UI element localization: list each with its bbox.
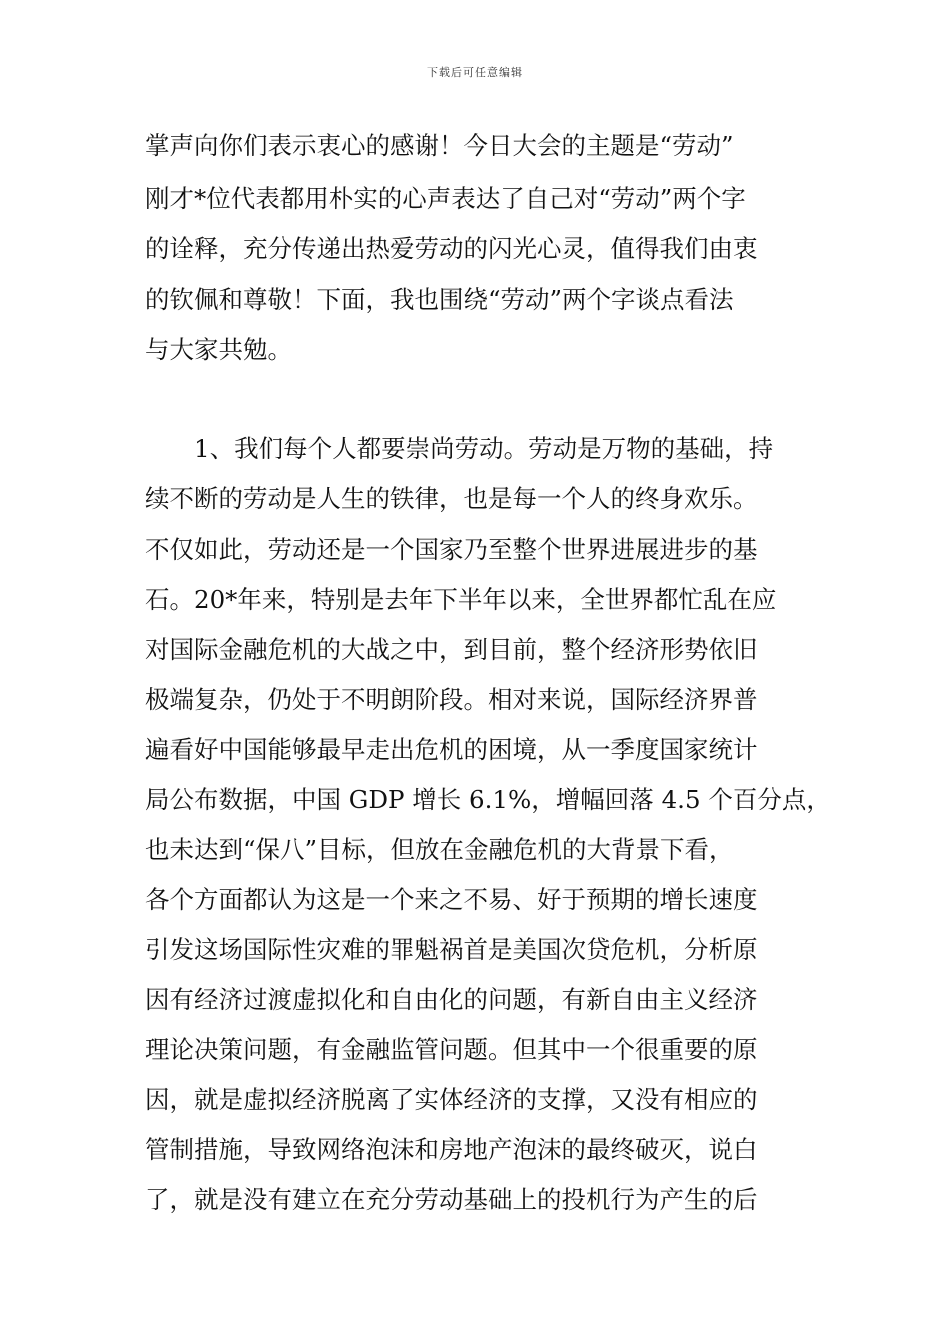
text-line: 了，就是没有建立在充分劳动基础上的投机行为产生的后: [145, 1185, 758, 1214]
text-line: 引发这场国际性灾难的罪魁祸首是美国次贷危机，分析原: [145, 935, 758, 964]
text-line: 管制措施，导致网络泡沫和房地产泡沫的最终破灭，说白: [145, 1135, 758, 1164]
page-header: 下载后可任意编辑: [427, 66, 523, 79]
text-line: 的钦佩和尊敬！下面，我也围绕“劳动”两个字谈点看法: [145, 285, 734, 314]
text-line: 因，就是虚拟经济脱离了实体经济的支撑，又没有相应的: [145, 1085, 758, 1114]
text-line: 掌声向你们表示衷心的感谢！今日大会的主题是“劳动”: [145, 131, 734, 160]
text-line: 局公布数据，中国 GDP 增长 6.1%，增幅回落 4.5 个百分点，: [145, 785, 831, 814]
text-line: 各个方面都认为这是一个来之不易、好于预期的增长速度: [145, 885, 758, 914]
text-line: 1、我们每个人都要崇尚劳动。劳动是万物的基础，持: [194, 434, 774, 463]
text-line: 续不断的劳动是人生的铁律，也是每一个人的终身欢乐。: [145, 484, 758, 513]
text-line: 刚才*位代表都用朴实的心声表达了自己对“劳动”两个字: [145, 184, 746, 213]
text-line: 遍看好中国能够最早走出危机的困境，从一季度国家统计: [145, 735, 758, 764]
text-line: 理论决策问题，有金融监管问题。但其中一个很重要的原: [145, 1035, 758, 1064]
text-line: 与大家共勉。: [145, 335, 292, 364]
text-line: 也未达到“保八”目标，但放在金融危机的大背景下看，: [145, 835, 734, 864]
text-line: 石。20*年来，特别是去年下半年以来，全世界都忙乱在应: [145, 585, 777, 614]
text-line: 的诠释，充分传递出热爱劳动的闪光心灵，值得我们由衷: [145, 234, 758, 263]
text-line: 对国际金融危机的大战之中，到目前，整个经济形势依旧: [145, 635, 758, 664]
text-line: 不仅如此，劳动还是一个国家乃至整个世界进展进步的基: [145, 535, 758, 564]
text-line: 因有经济过渡虚拟化和自由化的问题，有新自由主义经济: [145, 985, 758, 1014]
text-line: 极端复杂，仍处于不明朗阶段。相对来说，国际经济界普: [145, 685, 758, 714]
